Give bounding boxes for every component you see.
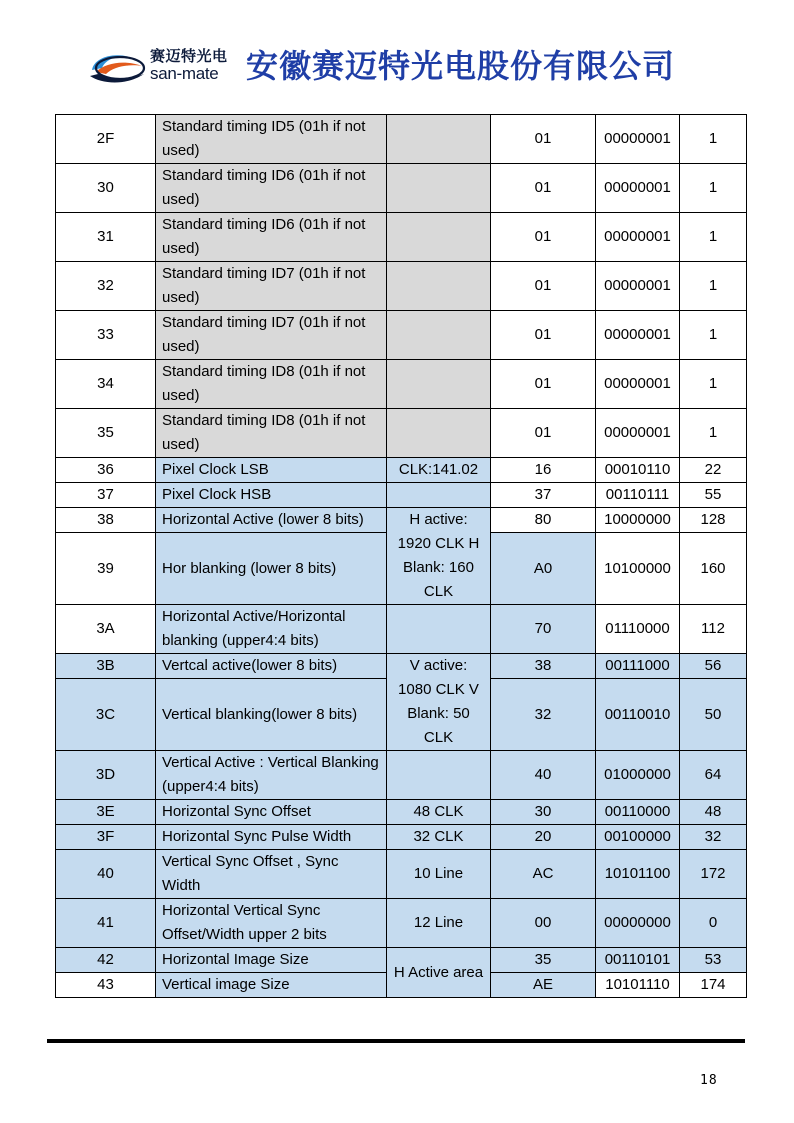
decimal-cell: 1 bbox=[680, 115, 747, 164]
decimal-cell: 1 bbox=[680, 360, 747, 409]
table-row bbox=[56, 800, 747, 825]
hex-cell: 32 bbox=[491, 679, 596, 751]
address-cell: 36 bbox=[56, 458, 156, 483]
hex-cell: 01 bbox=[491, 262, 596, 311]
address-cell: 35 bbox=[56, 409, 156, 458]
hex-cell: 30 bbox=[491, 800, 596, 825]
table-row bbox=[56, 948, 747, 973]
address-cell: 40 bbox=[56, 850, 156, 899]
address-cell: 2F bbox=[56, 115, 156, 164]
binary-cell: 00110000 bbox=[596, 800, 680, 825]
table-row bbox=[56, 899, 747, 948]
hex-cell: 16 bbox=[491, 458, 596, 483]
decimal-cell: 22 bbox=[680, 458, 747, 483]
binary-cell: 10000000 bbox=[596, 508, 680, 533]
function-cell: Hor blanking (lower 8 bits) bbox=[156, 533, 387, 605]
hex-cell: 01 bbox=[491, 115, 596, 164]
table-row bbox=[56, 115, 747, 164]
hex-cell: 37 bbox=[491, 483, 596, 508]
function-cell: Horizontal Active/Horizontal blanking (upper4:4 bits) bbox=[156, 605, 387, 654]
table-row bbox=[56, 654, 747, 679]
function-cell: Standard timing ID6 (01h if not used) bbox=[156, 164, 387, 213]
note-cell: CLK:141.02 bbox=[387, 458, 491, 483]
note-cell bbox=[387, 483, 491, 508]
hex-cell: AC bbox=[491, 850, 596, 899]
function-cell: Horizontal Image Size bbox=[156, 948, 387, 973]
binary-cell: 00000001 bbox=[596, 360, 680, 409]
table-row bbox=[56, 311, 747, 360]
table-row bbox=[56, 605, 747, 654]
address-cell: 32 bbox=[56, 262, 156, 311]
binary-cell: 00100000 bbox=[596, 825, 680, 850]
function-cell: Pixel Clock LSB bbox=[156, 458, 387, 483]
hex-cell: 38 bbox=[491, 654, 596, 679]
hex-cell: 01 bbox=[491, 409, 596, 458]
decimal-cell: 172 bbox=[680, 850, 747, 899]
note-cell bbox=[387, 115, 491, 164]
decimal-cell: 56 bbox=[680, 654, 747, 679]
binary-cell: 00000001 bbox=[596, 311, 680, 360]
decimal-cell: 32 bbox=[680, 825, 747, 850]
decimal-cell: 128 bbox=[680, 508, 747, 533]
address-cell: 31 bbox=[56, 213, 156, 262]
function-cell: Vertical Sync Offset , Sync Width bbox=[156, 850, 387, 899]
binary-cell: 00110010 bbox=[596, 679, 680, 751]
hex-cell: 01 bbox=[491, 360, 596, 409]
note-cell bbox=[387, 605, 491, 654]
address-cell: 37 bbox=[56, 483, 156, 508]
logo-text bbox=[150, 48, 242, 82]
note-cell bbox=[387, 311, 491, 360]
address-cell: 3B bbox=[56, 654, 156, 679]
hex-cell: 40 bbox=[491, 751, 596, 800]
binary-cell: 10101110 bbox=[596, 973, 680, 998]
hex-cell: 01 bbox=[491, 311, 596, 360]
hex-cell: 00 bbox=[491, 899, 596, 948]
note-cell: 48 CLK bbox=[387, 800, 491, 825]
page-header bbox=[0, 38, 794, 98]
decimal-cell: 174 bbox=[680, 973, 747, 998]
binary-cell: 00010110 bbox=[596, 458, 680, 483]
note-cell: V active: 1080 CLK V Blank: 50 CLK bbox=[387, 654, 491, 751]
address-cell: 38 bbox=[56, 508, 156, 533]
table-row bbox=[56, 213, 747, 262]
note-cell bbox=[387, 751, 491, 800]
function-cell: Vertical image Size bbox=[156, 973, 387, 998]
binary-cell: 10101100 bbox=[596, 850, 680, 899]
decimal-cell: 1 bbox=[680, 311, 747, 360]
decimal-cell: 160 bbox=[680, 533, 747, 605]
function-cell: Standard timing ID7 (01h if not used) bbox=[156, 262, 387, 311]
table-row bbox=[56, 164, 747, 213]
note-cell: H active: 1920 CLK H Blank: 160 CLK bbox=[387, 508, 491, 605]
binary-cell: 00110101 bbox=[596, 948, 680, 973]
function-cell: Pixel Clock HSB bbox=[156, 483, 387, 508]
address-cell: 3C bbox=[56, 679, 156, 751]
address-cell: 39 bbox=[56, 533, 156, 605]
hex-cell: 01 bbox=[491, 213, 596, 262]
function-cell: Vertical blanking(lower 8 bits) bbox=[156, 679, 387, 751]
binary-cell: 00000001 bbox=[596, 409, 680, 458]
address-cell: 3E bbox=[56, 800, 156, 825]
binary-cell: 00000001 bbox=[596, 164, 680, 213]
hex-cell: 35 bbox=[491, 948, 596, 973]
address-cell: 42 bbox=[56, 948, 156, 973]
function-cell: Horizontal Active (lower 8 bits) bbox=[156, 508, 387, 533]
company-name: 安徽赛迈特光电股份有限公司 bbox=[246, 47, 676, 85]
address-cell: 3D bbox=[56, 751, 156, 800]
decimal-cell: 48 bbox=[680, 800, 747, 825]
hex-cell: 01 bbox=[491, 164, 596, 213]
decimal-cell: 53 bbox=[680, 948, 747, 973]
decimal-cell: 1 bbox=[680, 213, 747, 262]
address-cell: 33 bbox=[56, 311, 156, 360]
table-row bbox=[56, 483, 747, 508]
function-cell: Horizontal Sync Pulse Width bbox=[156, 825, 387, 850]
decimal-cell: 50 bbox=[680, 679, 747, 751]
binary-cell: 01000000 bbox=[596, 751, 680, 800]
function-cell: Vertcal active(lower 8 bits) bbox=[156, 654, 387, 679]
table-row bbox=[56, 262, 747, 311]
table-row bbox=[56, 850, 747, 899]
function-cell: Standard timing ID8 (01h if not used) bbox=[156, 360, 387, 409]
note-cell: 32 CLK bbox=[387, 825, 491, 850]
note-cell bbox=[387, 164, 491, 213]
table-row bbox=[56, 508, 747, 533]
logo-english-name: san-mate bbox=[150, 64, 219, 83]
address-cell: 34 bbox=[56, 360, 156, 409]
function-cell: Standard timing ID7 (01h if not used) bbox=[156, 311, 387, 360]
note-cell bbox=[387, 409, 491, 458]
edid-timing-table bbox=[55, 114, 747, 998]
function-cell: Standard timing ID5 (01h if not used) bbox=[156, 115, 387, 164]
decimal-cell: 1 bbox=[680, 409, 747, 458]
logo-chinese-name: 赛迈特光电 bbox=[150, 47, 228, 65]
note-cell: H Active area bbox=[387, 948, 491, 998]
hex-cell: A0 bbox=[491, 533, 596, 605]
binary-cell: 00111000 bbox=[596, 654, 680, 679]
decimal-cell: 1 bbox=[680, 164, 747, 213]
binary-cell: 10100000 bbox=[596, 533, 680, 605]
decimal-cell: 1 bbox=[680, 262, 747, 311]
page-number: 18 bbox=[700, 1073, 718, 1088]
note-cell bbox=[387, 262, 491, 311]
binary-cell: 01110000 bbox=[596, 605, 680, 654]
decimal-cell: 55 bbox=[680, 483, 747, 508]
table-row bbox=[56, 360, 747, 409]
address-cell: 41 bbox=[56, 899, 156, 948]
decimal-cell: 0 bbox=[680, 899, 747, 948]
decimal-cell: 112 bbox=[680, 605, 747, 654]
table-row bbox=[56, 458, 747, 483]
address-cell: 30 bbox=[56, 164, 156, 213]
address-cell: 3F bbox=[56, 825, 156, 850]
table-row bbox=[56, 825, 747, 850]
hex-cell: 70 bbox=[491, 605, 596, 654]
note-cell bbox=[387, 213, 491, 262]
hex-cell: 20 bbox=[491, 825, 596, 850]
note-cell: 12 Line bbox=[387, 899, 491, 948]
binary-cell: 00000000 bbox=[596, 899, 680, 948]
footer-divider bbox=[47, 1039, 745, 1043]
table-row bbox=[56, 751, 747, 800]
address-cell: 3A bbox=[56, 605, 156, 654]
binary-cell: 00000001 bbox=[596, 115, 680, 164]
note-cell bbox=[387, 360, 491, 409]
hex-cell: AE bbox=[491, 973, 596, 998]
function-cell: Horizontal Sync Offset bbox=[156, 800, 387, 825]
address-cell: 43 bbox=[56, 973, 156, 998]
function-cell: Standard timing ID8 (01h if not used) bbox=[156, 409, 387, 458]
san-mate-logo-icon bbox=[86, 48, 148, 88]
note-cell: 10 Line bbox=[387, 850, 491, 899]
binary-cell: 00110111 bbox=[596, 483, 680, 508]
decimal-cell: 64 bbox=[680, 751, 747, 800]
hex-cell: 80 bbox=[491, 508, 596, 533]
binary-cell: 00000001 bbox=[596, 213, 680, 262]
function-cell: Vertical Active : Vertical Blanking (upper4:4 bits) bbox=[156, 751, 387, 800]
function-cell: Standard timing ID6 (01h if not used) bbox=[156, 213, 387, 262]
function-cell: Horizontal Vertical Sync Offset/Width upper 2 bits bbox=[156, 899, 387, 948]
binary-cell: 00000001 bbox=[596, 262, 680, 311]
table-row bbox=[56, 409, 747, 458]
